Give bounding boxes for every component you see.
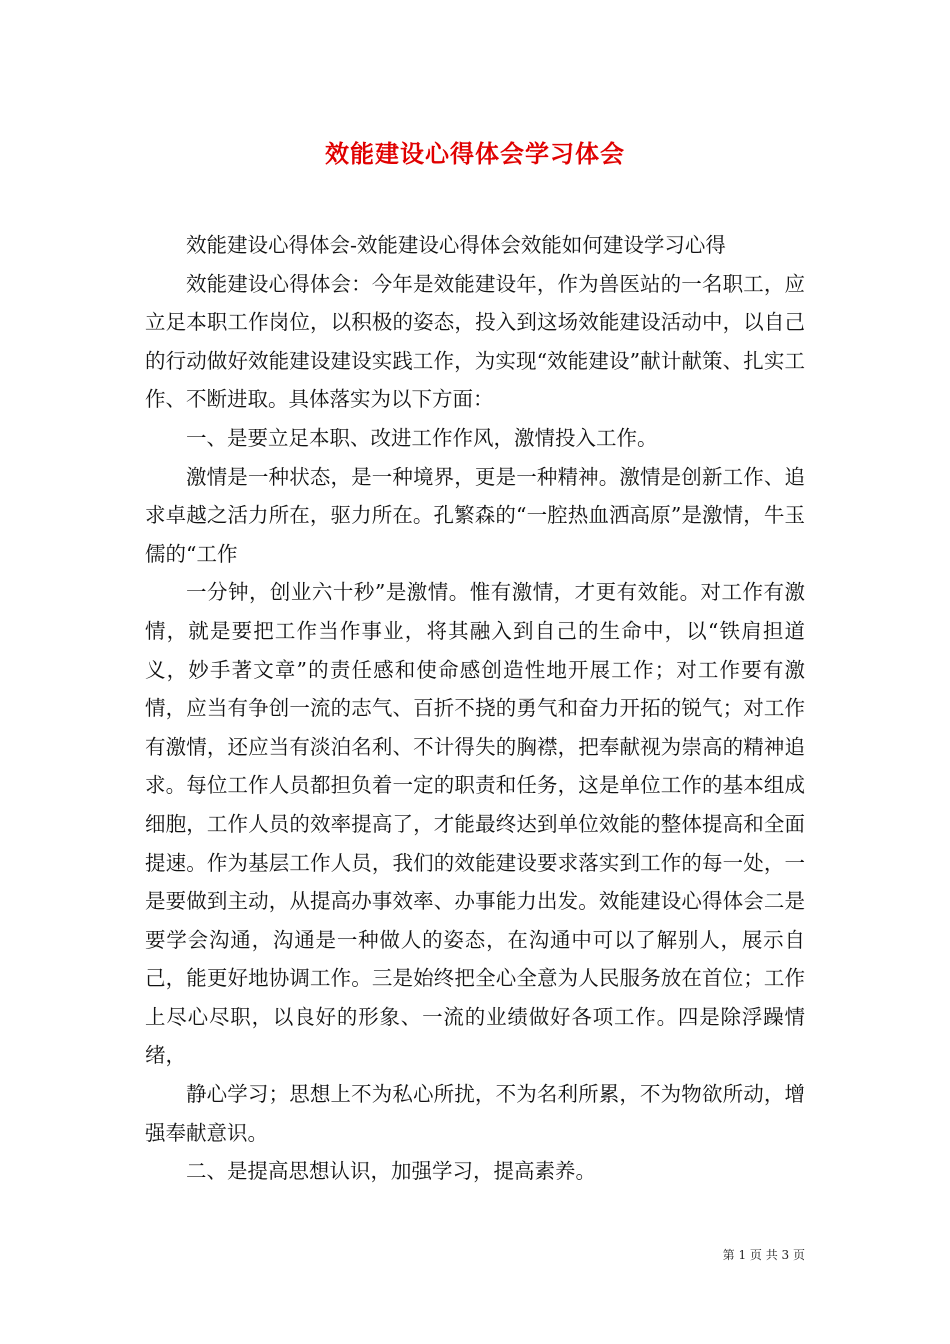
document-title: 效能建设心得体会学习体会 xyxy=(325,139,625,168)
paragraph-intro: 效能建设心得体会：今年是效能建设年，作为兽医站的一名职工，应立足本职工作岗位，以积极的姿态，投入到这场效能建设活动中，以自己的行动做好效能建设建设实践工作，为实现“效能建设”献计献策、扎实工作、不断进取。具体落实为以下方面： xyxy=(145,271,805,412)
paragraph-heading-1: 一、是要立足本职、改进工作作风，激情投入工作。 xyxy=(186,425,658,450)
paragraph-study: 静心学习；思想上不为私心所扰，不为名利所累，不为物欲所动，增强奉献意识。 xyxy=(145,1082,805,1145)
paragraph-subtitle: 效能建设心得体会-效能建设心得体会效能如何建设学习心得 xyxy=(186,233,726,257)
paragraph-work-details: 一分钟，创业六十秒”是激情。惟有激情，才更有效能。对工作有激情，就是要把工作当作事业，将其融入到自己的生命中，以“铁肩担道义，妙手著文章”的责任感和使命感创造性地开展工作；对工作要有激情，应当有争创一流的志气、百折不挠的勇气和奋力开拓的锐气；对工作有激情，还应当有淡泊名利、不计得失的胸襟，把奉献视为崇高的精神追求。每位工作人员都担负着一定的职责和任务，这是单位工作的基本组成细胞，工作人员的效率提高了，才能最终达到单位效能的整体提高和全面提速。作为基层工作人员，我们的效能建设要求落实到工作的每一处，一是要做到主动，从提高办事效率、办事能力出发。效能建设心得体会二是要学会沟通，沟通是一种做人的姿态，在沟通中可以了解别人，展示自己，能更好地协调工作。三是始终把全心全意为人民服务放在首位；工作上尽心尽职，以良好的形象、一流的业绩做好各项工作。四是除浮躁情绪， xyxy=(145,580,805,1068)
paragraph-heading-2: 二、是提高思想认识，加强学习，提高素养。 xyxy=(186,1159,596,1184)
page-number: 第 1 页 共 3 页 xyxy=(722,1248,805,1262)
document-body xyxy=(145,226,805,1191)
paragraph-passion: 激情是一种状态，是一种境界，更是一种精神。激情是创新工作、追求卓越之活力所在，驱力所在。孔繁森的“一腔热血洒高原”是激情，牛玉儒的“工作 xyxy=(145,464,805,566)
